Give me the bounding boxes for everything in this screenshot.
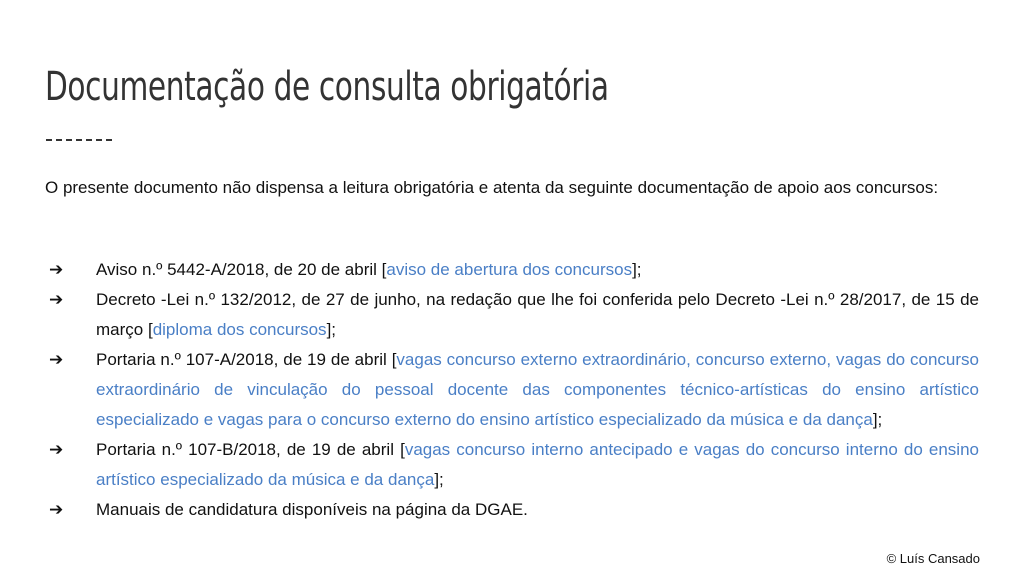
item-link[interactable]: vagas concurso externo extraordinário, concurso externo, vagas do concurso extraordinário de vinculação do pessoal docente das componentes técnico-artísticas do ensino artístico especializado e vagas para o concurso externo do ensino artístico especializado da música e da dança: [96, 350, 979, 429]
arrow-right-icon: ➔: [49, 260, 64, 280]
item-text: Decreto -Lei n.º 132/2012, de 27 de junho, na redação que lhe foi conferida pelo Decreto -Lei n.º 28/2017, de 15 de março [: [96, 290, 979, 339]
item-link[interactable]: aviso de abertura dos concursos: [386, 260, 633, 279]
item-text-end: ];: [326, 320, 337, 339]
item-text: Aviso n.º 5442-A/2018, de 20 de abril [: [96, 260, 387, 279]
list-item: [45, 495, 979, 525]
list-item: [45, 435, 979, 495]
list-item: [45, 285, 979, 345]
item-text: Portaria n.º 107-A/2018, de 19 de abril [: [96, 350, 397, 369]
item-text: Portaria n.º 107-B/2018, de 19 de abril [: [96, 440, 405, 459]
arrow-right-icon: ➔: [49, 500, 64, 520]
item-text-end: ];: [434, 470, 444, 489]
copyright-notice: © Luís Cansado: [886, 551, 980, 566]
slide-title: Documentação de consulta obrigatória: [45, 64, 609, 110]
arrow-right-icon: ➔: [49, 290, 64, 310]
documentation-list: [45, 255, 979, 525]
intro-paragraph: O presente documento não dispensa a leitura obrigatória e atenta da seguinte documentação de apoio aos concursos:: [45, 178, 939, 197]
item-text-end: ];: [632, 260, 642, 279]
arrow-right-icon: ➔: [49, 440, 64, 460]
item-text-end: ];: [872, 410, 883, 429]
title-underline: [46, 139, 112, 141]
list-item: [45, 345, 979, 435]
item-link[interactable]: vagas concurso interno antecipado e vagas do concurso interno do ensino artístico especializado da música e da dança: [96, 440, 979, 489]
item-link[interactable]: diploma dos concursos: [152, 320, 327, 339]
arrow-right-icon: ➔: [49, 350, 64, 370]
item-text: Manuais de candidatura disponíveis na página da DGAE.: [96, 500, 528, 519]
list-item: [45, 255, 979, 285]
